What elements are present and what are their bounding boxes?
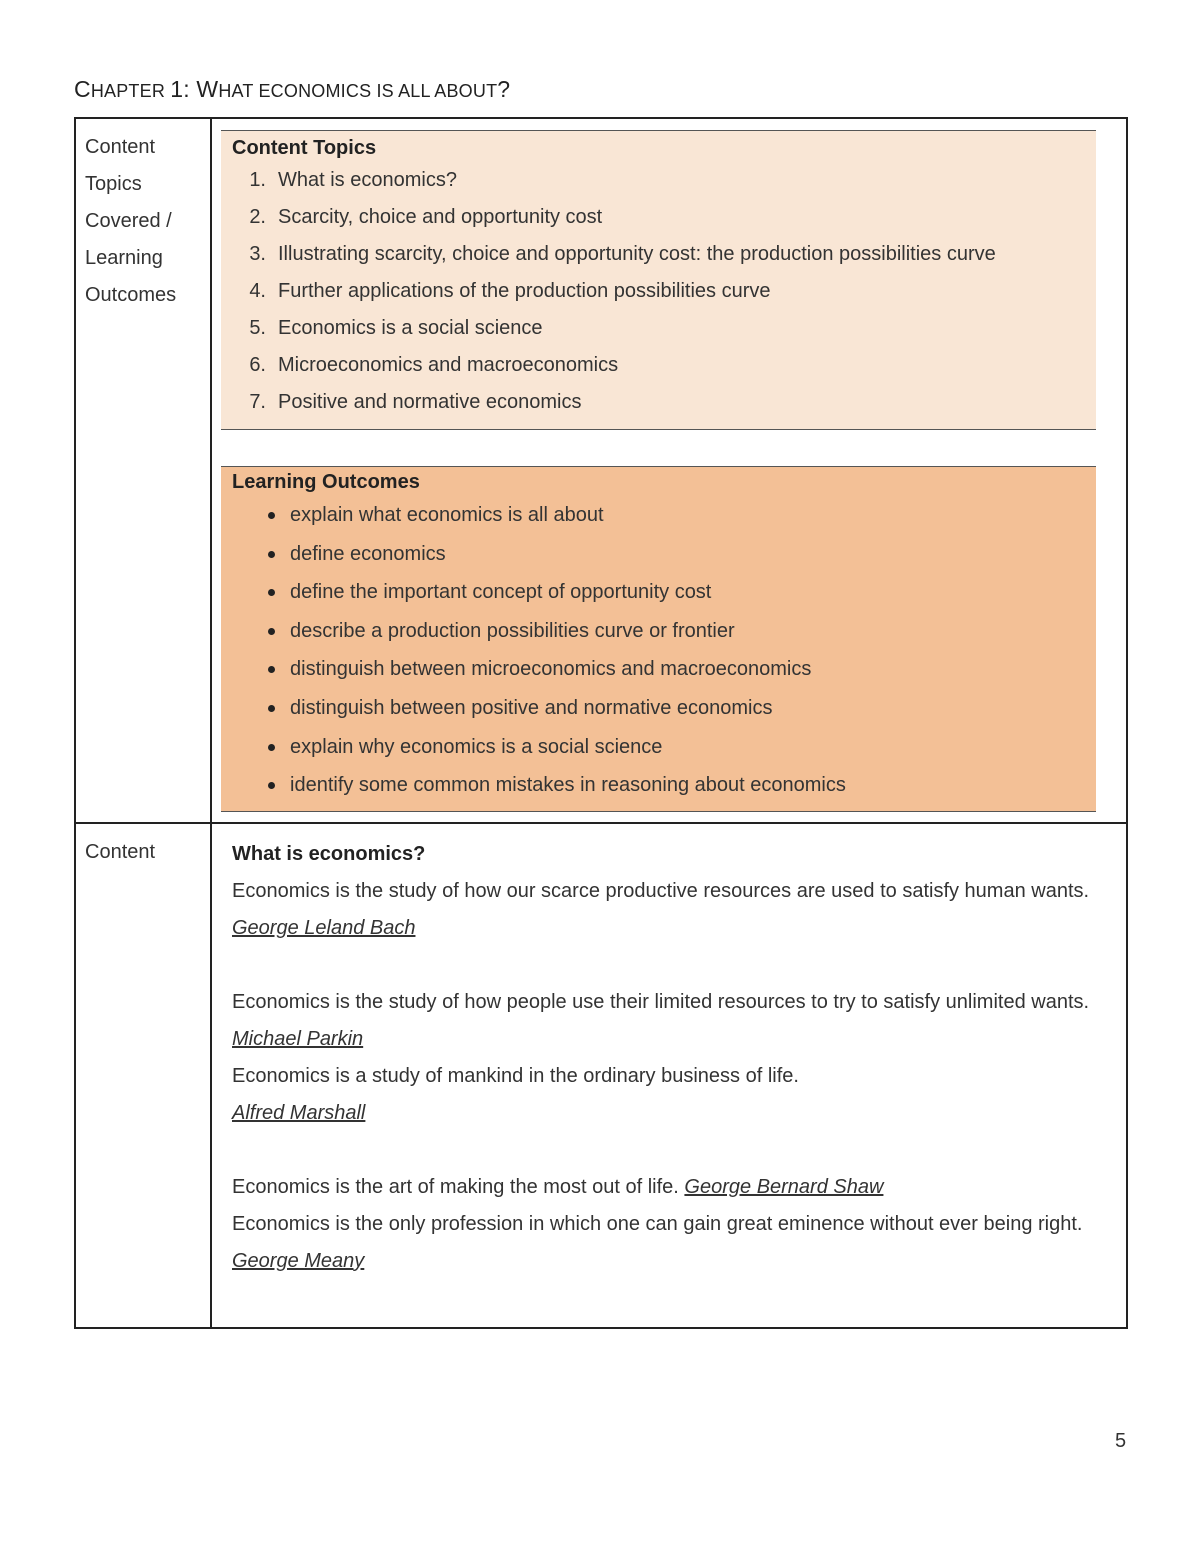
title-part: C: [74, 76, 91, 102]
topic-number: 3.: [249, 243, 266, 265]
chapter-table: [74, 117, 1128, 1329]
title-part: HAPTER: [90, 81, 171, 101]
content-heading: What is economics?: [232, 842, 426, 865]
outcome-item: [232, 728, 1096, 767]
row-label-line: Content: [85, 136, 156, 158]
outcome-item: [232, 496, 1096, 535]
topic-number: 2.: [249, 206, 266, 228]
topic-number: 7.: [249, 391, 266, 413]
topic-text: Economics is a social science: [278, 317, 543, 339]
quote-paragraph: [232, 984, 1096, 1058]
row-label: Content: [85, 840, 156, 863]
row-label-line: Outcomes: [85, 284, 177, 306]
topic-number: 1.: [249, 169, 266, 191]
quote-author: George Leland Bach: [232, 916, 416, 939]
content-topics-heading: Content Topics: [232, 137, 377, 159]
topic-text: What is economics?: [278, 169, 457, 191]
content-row: [75, 823, 1127, 1328]
bullet-icon: [232, 766, 290, 805]
chapter-title: [74, 76, 510, 103]
topics-outcomes-row: [75, 118, 1127, 823]
quote-paragraph: [232, 1206, 1096, 1280]
outcome-text: define economics: [290, 542, 446, 565]
quote-text: Economics is the study of how people use their limited resources to try to satisfy unlimited wants.: [232, 990, 1090, 1013]
topic-text: Scarcity, choice and opportunity cost: [278, 206, 603, 228]
title-part: 1: W: [170, 76, 219, 102]
quote-paragraph: [232, 873, 1096, 947]
topic-number: 4.: [249, 280, 266, 302]
outcome-text: identify some common mistakes in reasoning about economics: [290, 774, 846, 797]
topic-text: Further applications of the production possibilities curve: [278, 280, 771, 302]
bullet-icon: [232, 496, 290, 535]
topic-text: Microeconomics and macroeconomics: [278, 354, 619, 376]
quote-author: George Meany: [232, 1249, 365, 1272]
outcome-item: [232, 612, 1096, 651]
row-label-line: Learning: [85, 247, 163, 269]
topic-item: [232, 310, 1096, 347]
bullet-icon: [232, 728, 290, 767]
content-cell: [211, 823, 1127, 1328]
topic-number: 6.: [249, 354, 266, 376]
topics-outcomes-cell: [211, 118, 1127, 823]
topic-item: [232, 384, 1096, 421]
outcome-item: [232, 689, 1096, 728]
page-number: 5: [1115, 1430, 1127, 1452]
outcome-item: [232, 573, 1096, 612]
topic-item: [232, 236, 1096, 273]
quote-text: Economics is a study of mankind in the ordinary business of life.: [232, 1064, 799, 1087]
outcome-text: explain what economics is all about: [290, 504, 604, 526]
topic-item: [232, 273, 1096, 310]
row-label-cell: [75, 823, 211, 1328]
bullet-icon: [232, 612, 290, 651]
bullet-icon: [232, 689, 290, 728]
quote-text: Economics is the art of making the most out of life.: [232, 1175, 685, 1198]
bullet-icon: [232, 650, 290, 689]
bullet-icon: [232, 535, 290, 574]
topic-text: Positive and normative economics: [278, 391, 582, 413]
row-label-line: Covered /: [85, 210, 172, 232]
outcome-text: distinguish between microeconomics and macroeconomics: [290, 658, 812, 681]
row-label-cell: [75, 118, 211, 823]
learning-outcomes-heading: Learning Outcomes: [232, 471, 420, 493]
outcome-item: [232, 535, 1096, 574]
row-label-line: Topics: [85, 173, 142, 195]
outcome-text: explain why economics is a social science: [290, 735, 663, 758]
topic-text: Illustrating scarcity, choice and opportunity cost: the production possibilities curve: [278, 243, 996, 265]
quote-paragraph: [232, 1169, 1096, 1206]
outcome-text: define the important concept of opportunity cost: [290, 581, 712, 604]
row-label: [76, 119, 210, 314]
content-topics-box: [221, 130, 1096, 430]
topic-item: [232, 347, 1096, 384]
quote-author: Michael Parkin: [232, 1027, 364, 1050]
outcome-item: [232, 650, 1096, 689]
outcome-text: describe a production possibilities curve or frontier: [290, 619, 735, 642]
topic-item: [232, 199, 1096, 236]
quote-text: Economics is the study of how our scarce productive resources are used to satisfy human wants.: [232, 879, 1090, 902]
outcome-text: distinguish between positive and normative economics: [290, 696, 773, 719]
topic-number: 5.: [249, 317, 266, 339]
title-part: ?: [497, 76, 511, 102]
quote-author: Alfred Marshall: [232, 1101, 366, 1124]
quote-author: George Bernard Shaw: [684, 1175, 884, 1198]
outcome-item: [232, 766, 1096, 805]
bullet-icon: [232, 573, 290, 612]
quote-text: Economics is the only profession in which one can gain great eminence without ever being right.: [232, 1212, 1083, 1235]
topic-item: [232, 162, 1096, 199]
learning-outcomes-box: [221, 466, 1096, 812]
title-part: HAT ECONOMICS IS ALL ABOUT: [218, 81, 498, 101]
